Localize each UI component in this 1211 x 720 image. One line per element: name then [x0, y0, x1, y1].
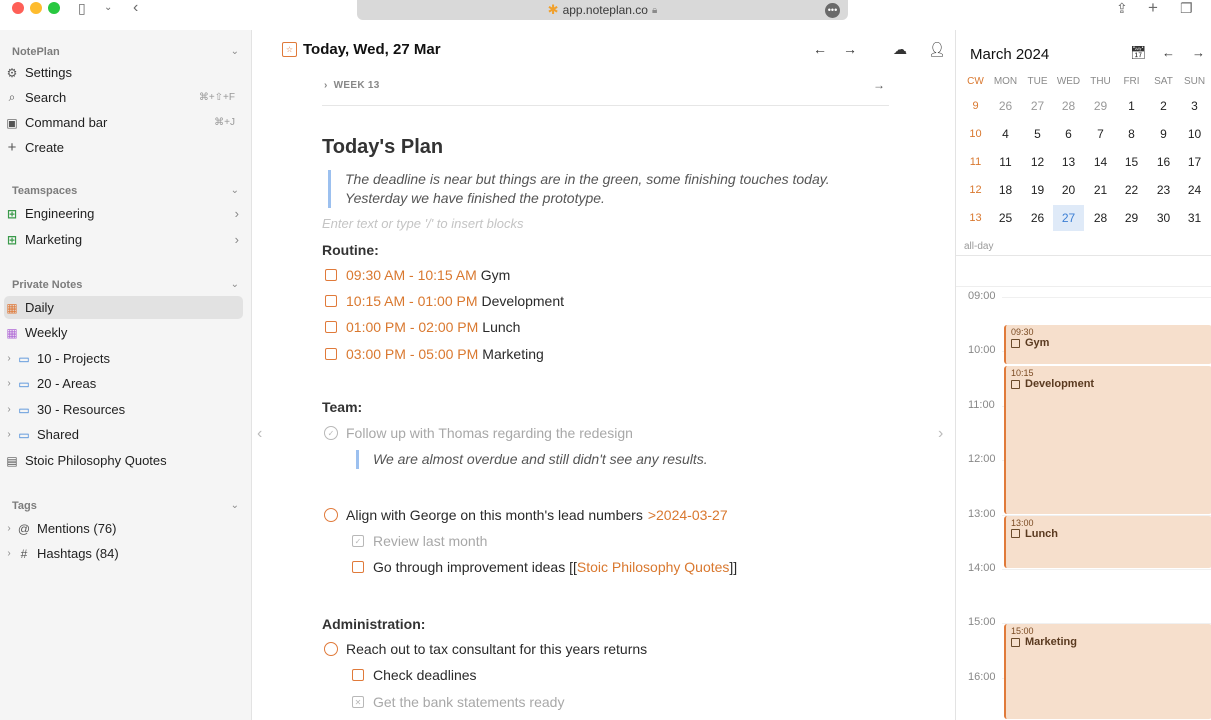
- quote-line: Yesterday we have finished the prototype.: [345, 190, 605, 206]
- event-title: Gym: [1025, 337, 1050, 350]
- subtask-bank[interactable]: [352, 694, 564, 710]
- sidebar-section-tags: Tags: [12, 500, 37, 512]
- chevron-left-icon[interactable]: ‹: [257, 425, 263, 442]
- task-text: Reach out to tax consultant for this years returns: [346, 641, 648, 657]
- folder-icon: ▭: [18, 427, 30, 442]
- calendar-day[interactable]: 22: [1124, 183, 1139, 197]
- maximize-window-button[interactable]: [48, 2, 60, 14]
- task-text: Get the bank statements ready: [373, 694, 565, 710]
- checkbox[interactable]: [325, 321, 337, 333]
- sidebar-item-label: Hashtags (84): [37, 546, 119, 561]
- previous-day-button[interactable]: ←: [813, 41, 827, 57]
- sidebar-item-engineering[interactable]: [4, 202, 243, 225]
- sidebar-item-label: Search: [25, 90, 67, 105]
- calendar-day[interactable]: 11: [999, 155, 1012, 169]
- calendar-day[interactable]: 7: [1097, 127, 1104, 141]
- calendar-day[interactable]: 5: [1034, 127, 1041, 141]
- calendar-day[interactable]: 24: [1187, 183, 1202, 197]
- date-link[interactable]: >2024-03-27: [647, 507, 728, 523]
- sidebar-item-label: Command bar: [25, 115, 108, 130]
- team-icon: ⊞: [6, 206, 18, 221]
- calendar-day[interactable]: 27: [1030, 99, 1045, 113]
- calendar-week-number[interactable]: 13: [969, 212, 982, 224]
- sidebar-item-resources[interactable]: [4, 398, 243, 421]
- page-title-text: Today, Wed, 27 Mar: [303, 41, 441, 58]
- calendar-event[interactable]: [1004, 366, 1211, 514]
- event-time: 09:30: [1011, 327, 1034, 338]
- calendar-day[interactable]: 13: [1061, 155, 1076, 169]
- weekday-wed: WED: [1056, 76, 1081, 87]
- quote-line: The deadline is near but things are in the green, some finishing touches today.: [345, 171, 830, 187]
- event-title: Marketing: [1025, 636, 1077, 649]
- folder-icon: ▭: [18, 402, 30, 417]
- hour-label: 14:00: [968, 562, 996, 574]
- minimize-window-button[interactable]: [30, 2, 42, 14]
- chevron-down-icon[interactable]: ⌄: [230, 500, 239, 511]
- noteplan-logo-icon: ✱: [547, 2, 559, 17]
- checked-box-icon[interactable]: ✓: [352, 535, 364, 547]
- task-text: Development: [481, 293, 565, 309]
- sidebar-item-command-bar[interactable]: [4, 111, 243, 134]
- more-icon[interactable]: •••: [825, 3, 840, 18]
- calendar-day[interactable]: 29: [1124, 211, 1139, 225]
- calendar-today-icon[interactable]: 📅︎: [1130, 45, 1147, 60]
- page-title: [282, 41, 441, 58]
- sidebar-item-label: Settings: [25, 65, 72, 80]
- sidebar-item-label: Daily: [25, 300, 54, 315]
- hour-line: [1002, 297, 1211, 298]
- checkbox[interactable]: [1011, 380, 1020, 389]
- plus-icon: +: [7, 139, 17, 156]
- week-toggle[interactable]: [324, 80, 380, 91]
- share-icon[interactable]: ⇪: [1116, 0, 1128, 16]
- sidebar-section-app: NotePlan: [12, 46, 60, 58]
- calendar-day[interactable]: 19: [1030, 183, 1045, 197]
- note-link[interactable]: Stoic Philosophy Quotes: [576, 559, 730, 575]
- calendar-day[interactable]: 28: [1061, 99, 1076, 113]
- checkbox[interactable]: [1011, 339, 1020, 348]
- calendar-day[interactable]: 9: [1160, 127, 1167, 141]
- folder-icon: ▭: [18, 376, 30, 391]
- task-circle[interactable]: [324, 508, 338, 522]
- shortcut-hint: ⌘+⇧+F: [198, 92, 235, 103]
- time-range: 10:15 AM - 01:00 PM: [346, 293, 478, 309]
- block-input-placeholder[interactable]: Enter text or type '/' to insert blocks: [322, 216, 524, 231]
- calendar-day[interactable]: 14: [1093, 155, 1108, 169]
- calendar-day[interactable]: 21: [1093, 183, 1108, 197]
- url-text: app.noteplan.co: [562, 3, 648, 17]
- sidebar-item-label: 10 - Projects: [37, 351, 110, 366]
- chevron-right-icon[interactable]: ›: [234, 206, 239, 221]
- calendar-week-icon: ▦: [6, 325, 18, 340]
- weekday-fri: FRI: [1123, 76, 1140, 87]
- checkbox[interactable]: [325, 295, 337, 307]
- note-editor: [252, 30, 955, 720]
- calendar-day[interactable]: 16: [1156, 155, 1171, 169]
- task-team-1[interactable]: [324, 425, 633, 441]
- command-icon: ▣: [6, 115, 18, 130]
- task-routine-1[interactable]: [325, 267, 510, 283]
- sidebar-item-label: Marketing: [25, 232, 83, 247]
- weekday-thu: THU: [1090, 76, 1111, 87]
- chevron-right-icon[interactable]: ›: [7, 353, 11, 364]
- close-window-button[interactable]: [12, 2, 24, 14]
- task-text: Align with George on this month's lead numbers: [346, 507, 643, 523]
- weekday-sun: SUN: [1183, 76, 1206, 87]
- event-time: 10:15: [1011, 368, 1034, 378]
- chevron-right-icon: ›: [324, 80, 328, 91]
- sidebar-section-private: Private Notes: [12, 279, 83, 291]
- sidebar: [0, 30, 252, 720]
- week-label: WEEK 13: [333, 80, 380, 91]
- open-week-button[interactable]: →: [873, 78, 885, 92]
- calendar-day[interactable]: 29: [1093, 99, 1108, 113]
- calendar-day[interactable]: 17: [1187, 155, 1202, 169]
- tabs-overview-icon[interactable]: ❐: [1180, 0, 1193, 16]
- hour-line: [1002, 569, 1211, 570]
- time-range: 03:00 PM - 05:00 PM: [346, 346, 479, 362]
- task-text: Follow up with Thomas regarding the redesign: [346, 425, 633, 441]
- new-tab-icon[interactable]: +: [1148, 0, 1158, 17]
- weekday-mon: MON: [993, 76, 1018, 87]
- section-heading-routine[interactable]: Routine:: [322, 242, 379, 258]
- time-range: 01:00 PM - 02:00 PM: [346, 319, 479, 335]
- calendar-day[interactable]: 20: [1061, 183, 1076, 197]
- event-title: Lunch: [1025, 527, 1058, 540]
- hour-label: 09:00: [968, 290, 996, 302]
- chevron-right-icon[interactable]: ›: [938, 425, 944, 442]
- task-text: Lunch: [482, 319, 521, 335]
- calendar-day[interactable]: 6: [1065, 127, 1072, 141]
- task-routine-4[interactable]: [325, 346, 544, 362]
- calendar-day[interactable]: 10: [1187, 127, 1202, 141]
- divider: [956, 255, 1211, 256]
- calendar-icon: ☆: [282, 42, 297, 57]
- at-icon: @: [17, 521, 31, 536]
- calendar-day[interactable]: 12: [1030, 155, 1045, 169]
- user-icon[interactable]: 👤︎: [928, 41, 946, 57]
- calendar-week-number[interactable]: 12: [969, 184, 982, 196]
- chevron-right-icon[interactable]: ›: [7, 523, 11, 534]
- back-icon[interactable]: ‹: [133, 0, 139, 16]
- task-team-2[interactable]: [324, 507, 728, 523]
- calendar-day[interactable]: 25: [998, 211, 1013, 225]
- hour-label: 16:00: [968, 670, 996, 683]
- calendar-day[interactable]: 1: [1128, 99, 1135, 113]
- calendar-day[interactable]: 26: [998, 99, 1013, 113]
- divider: [956, 286, 1211, 287]
- sidebar-item-mentions[interactable]: [4, 517, 243, 540]
- note-heading[interactable]: Today's Plan: [322, 136, 444, 158]
- calendar-day[interactable]: 2: [1160, 99, 1167, 113]
- calendar-day[interactable]: 30: [1156, 211, 1171, 225]
- task-text: Go through improvement ideas [[: [373, 559, 577, 575]
- sidebar-item-weekly[interactable]: [4, 321, 243, 344]
- sidebar-item-label: 20 - Areas: [37, 376, 97, 391]
- sidebar-item-daily[interactable]: [4, 296, 243, 319]
- check-circle-icon[interactable]: ✓: [324, 426, 338, 440]
- chevron-right-icon[interactable]: ›: [7, 548, 11, 559]
- folder-icon: ▭: [18, 351, 30, 366]
- divider: [322, 105, 889, 106]
- checkbox[interactable]: [325, 348, 337, 360]
- weekday-cw: CW: [967, 76, 984, 87]
- section-heading-admin[interactable]: Administration:: [322, 616, 426, 632]
- task-text: Review last month: [373, 533, 488, 549]
- checkbox[interactable]: [325, 269, 337, 281]
- hour-label: 13:00: [968, 507, 996, 520]
- calendar-pane: [955, 30, 1211, 720]
- checkbox[interactable]: [352, 669, 364, 681]
- chevron-down-icon[interactable]: ⌄: [230, 46, 239, 57]
- lock-icon: 🔒︎: [651, 4, 658, 16]
- quote-line: We are almost overdue and still didn't see any results.: [373, 451, 708, 467]
- next-month-button[interactable]: →: [1192, 45, 1205, 60]
- calendar-event[interactable]: [1004, 325, 1211, 364]
- sidebar-item-create[interactable]: [4, 136, 243, 159]
- cloud-sync-icon[interactable]: ☁: [893, 41, 907, 57]
- checkbox[interactable]: [352, 561, 364, 573]
- hour-label: 11:00: [968, 398, 995, 411]
- window-titlebar: [0, 0, 1211, 30]
- shortcut-hint: ⌘+J: [214, 117, 235, 128]
- allday-label: all-day: [964, 241, 994, 252]
- chevron-down-icon[interactable]: ⌄: [230, 279, 239, 290]
- sidebar-item-label: Mentions (76): [37, 521, 117, 536]
- chevron-right-icon[interactable]: ›: [234, 232, 239, 247]
- sidebar-item-label: Weekly: [25, 325, 68, 340]
- event-title: Development: [1025, 378, 1095, 390]
- gear-icon: ⚙: [6, 65, 18, 80]
- subtask-deadlines[interactable]: [352, 667, 477, 683]
- event-name: [1011, 528, 1207, 540]
- hour-label: 15:00: [968, 616, 996, 629]
- blockquote[interactable]: [328, 170, 830, 208]
- task-routine-2[interactable]: [325, 293, 564, 309]
- calendar-day[interactable]: 4: [1002, 127, 1009, 141]
- sidebar-item-shared[interactable]: [4, 423, 243, 446]
- search-icon: ⌕: [8, 90, 16, 104]
- hour-label: 10:00: [968, 344, 996, 357]
- weekday-tue: TUE: [1027, 76, 1048, 87]
- task-text: Gym: [480, 267, 511, 283]
- team-icon: ⊞: [6, 232, 18, 247]
- calendar-event[interactable]: [1004, 624, 1211, 719]
- sidebar-item-label: Create: [25, 140, 65, 155]
- calendar-day[interactable]: 31: [1187, 211, 1202, 225]
- task-circle[interactable]: [324, 642, 338, 656]
- chevron-right-icon[interactable]: ›: [7, 429, 11, 440]
- event-name: [1011, 378, 1207, 390]
- hour-label: 12:00: [968, 453, 996, 466]
- sidebar-item-label: Shared: [37, 427, 79, 442]
- sidebar-item-label: Engineering: [25, 206, 95, 221]
- calendar-week-number[interactable]: 10: [969, 128, 982, 140]
- sidebar-item-stoic-quotes[interactable]: [4, 449, 243, 472]
- note-icon: ▤: [6, 453, 18, 468]
- time-range: 09:30 AM - 10:15 AM: [346, 267, 477, 283]
- sidebar-section-teamspaces: Teamspaces: [12, 185, 78, 197]
- subtask-review[interactable]: [352, 533, 487, 549]
- section-heading-team[interactable]: Team:: [322, 399, 363, 415]
- sidebar-item-search[interactable]: [4, 86, 243, 109]
- calendar-day[interactable]: 8: [1128, 127, 1135, 141]
- sidebar-item-label: Stoic Philosophy Quotes: [25, 453, 167, 468]
- weekday-sat: SAT: [1154, 76, 1173, 87]
- sidebar-item-areas[interactable]: [4, 372, 243, 395]
- sidebar-item-settings[interactable]: [4, 61, 243, 84]
- hashtag-icon: #: [20, 546, 28, 561]
- sidebar-item-hashtags[interactable]: [4, 542, 243, 565]
- task-admin-1[interactable]: [324, 641, 647, 657]
- event-name: [1011, 337, 1207, 349]
- chevron-down-icon[interactable]: ⌄: [104, 2, 113, 13]
- calendar-day[interactable]: 27: [1053, 205, 1084, 231]
- chevron-right-icon[interactable]: ›: [7, 378, 11, 389]
- calendar-day[interactable]: 15: [1124, 155, 1139, 169]
- task-text: Check deadlines: [373, 667, 477, 683]
- task-text: ]]: [729, 559, 738, 575]
- calendar-day-icon: ▦: [6, 300, 18, 315]
- next-day-button[interactable]: →: [843, 41, 857, 57]
- address-bar[interactable]: [357, 0, 848, 20]
- subtask-improve[interactable]: [352, 559, 737, 575]
- calendar-day[interactable]: 3: [1191, 99, 1198, 113]
- calendar-day[interactable]: 18: [998, 183, 1013, 197]
- calendar-day[interactable]: 28: [1093, 211, 1108, 225]
- cancelled-box-icon[interactable]: ✕: [352, 696, 364, 708]
- sidebar-toggle-icon[interactable]: ▯: [78, 0, 86, 16]
- calendar-month-title: March 2024: [970, 46, 1050, 63]
- event-name: [1011, 636, 1207, 648]
- chevron-down-icon[interactable]: ⌄: [230, 185, 239, 196]
- task-text: Marketing: [482, 346, 544, 362]
- calendar-event[interactable]: [1004, 516, 1211, 568]
- blockquote[interactable]: [356, 450, 708, 469]
- calendar-day[interactable]: 23: [1156, 183, 1171, 197]
- chevron-right-icon[interactable]: ›: [7, 404, 11, 415]
- checkbox[interactable]: [1011, 638, 1020, 647]
- event-time: 15:00: [1011, 626, 1034, 637]
- calendar-week-number[interactable]: 11: [969, 156, 982, 168]
- sidebar-item-projects[interactable]: [4, 347, 243, 370]
- sidebar-item-marketing[interactable]: [4, 228, 243, 251]
- sidebar-item-label: 30 - Resources: [37, 402, 126, 417]
- previous-month-button[interactable]: ←: [1162, 45, 1175, 60]
- calendar-week-number[interactable]: 9: [972, 100, 979, 112]
- checkbox[interactable]: [1011, 529, 1020, 538]
- calendar-day[interactable]: 26: [1030, 211, 1045, 225]
- task-routine-3[interactable]: [325, 319, 520, 335]
- event-time: 13:00: [1011, 517, 1034, 528]
